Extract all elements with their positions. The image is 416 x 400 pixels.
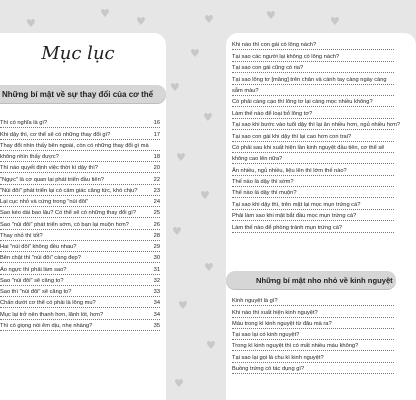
toc-entry[interactable] [232,107,394,118]
toc-entry[interactable] [0,218,160,229]
heart-icon: ♥ [206,339,216,352]
heart-icon: ♥ [200,189,210,202]
toc-entry[interactable] [0,263,160,274]
toc-entry[interactable] [0,320,160,331]
toc-entry-title: Tại sao các người lại không có lông nách? [232,53,340,60]
toc-entry[interactable] [0,308,160,319]
toc-list [232,295,394,374]
toc-entry-title: Làm thế nào để phòng tránh mụn trứng cá? [232,224,343,231]
toc-entry-page: 17 [153,131,160,138]
heart-icon: ♥ [204,261,214,274]
toc-entry-page: 34 [153,311,160,318]
heart-icon: ♥ [204,13,214,26]
toc-entry-title: Khi dậy thì, cơ thể sẽ có những thay đổi gì? [0,131,111,138]
toc-entry[interactable] [232,187,394,198]
toc-entry-page: 18 [153,154,160,160]
heart-icon: ♥ [190,47,200,60]
heart-icon: ♥ [172,225,182,238]
toc-entry[interactable] [232,306,394,317]
toc-entry-title: Thì có nghĩa là gì? [0,120,48,127]
toc-entry[interactable] [0,128,160,139]
toc-entry-title: Có phải càng cạo thì lông tơ lại càng mọc nhiều không? [232,99,373,106]
toc-entry-title: Làm thế nào để loại bỏ lông tơ? [232,110,313,117]
toc-entry-title: Lại cục nhỏ và cứng trong "núi đôi" [0,199,89,205]
toc-entry-title: Mục lại trở nên thanh hơn, lãnh lót, hơn? [0,311,104,318]
toc-entry-page: 30 [153,255,160,262]
toc-entry-title: Phải làm sao khi mặt bắt đầu mọc mụn trứng cá? [232,213,357,220]
toc-entry-title: không nhìn thấy được? [0,154,59,160]
section-banner: Những bí mật nho nhỏ về kinh nguyệt [226,271,396,289]
toc-entry-title: Thay đổi nhìn thấy bên ngoài, còn có những thay đổi gì mà [0,142,149,149]
heart-icon: ♥ [100,7,110,20]
toc-entry-title: Có phải sau khi xuất hiện lần kinh nguyệt đầu tiên, cơ thể sẽ [232,144,385,151]
toc-entry-title: Khi nào thì xuất hiện kinh nguyệt? [232,309,318,316]
toc-entry-title: Thì nào quyết định việc thời kì dậy thì? [0,165,98,172]
toc-entry[interactable] [232,73,394,84]
toc-entry-title: Sao "núi đôi" phát triển sớm, có bạn lại muộn hơn? [0,221,129,228]
toc-entry-title: Kinh nguyệt là gì? [232,298,278,305]
toc-entry-title: Áo ngực thì phải làm sao? [0,266,67,273]
toc-entry-title: Thì có giọng nói êm dịu, nhẹ nhàng? [0,322,93,329]
heart-icon: ♥ [266,9,276,22]
toc-entry[interactable] [232,340,394,351]
toc-entry[interactable] [232,142,394,153]
toc-entry[interactable] [0,185,160,196]
toc-entry-title: Thế nào là dậy thì sớm? [232,179,294,186]
toc-entry-page: 35 [153,322,160,329]
toc-entry-page: 25 [153,210,160,217]
toc-entry[interactable] [232,221,394,232]
toc-entry[interactable] [232,210,394,221]
toc-entry-title: Sao "núi đôi" sẽ căng to? [0,277,64,284]
toc-entry-page: 33 [153,289,160,295]
toc-entry-page: 20 [153,165,160,172]
toc-entry-page: 22 [153,176,160,183]
toc-entry[interactable] [0,252,160,263]
toc-entry[interactable] [232,351,394,362]
toc-entry[interactable] [0,241,160,252]
toc-entry-title: Thế nào là dậy thì muộn? [232,190,297,197]
toc-entry[interactable] [232,119,401,130]
toc-entry[interactable] [0,140,160,151]
toc-entry-title: Máu trong kì kinh nguyệt từ đâu mà ra? [232,320,332,327]
toc-entry-page: 31 [153,266,160,273]
toc-entry-title: Tại sao khi dậy thì, trên mặt lại mọc mụn trứng cá? [232,201,361,208]
toc-entry-title: Tại sao con gái khi dậy thì lại cao hơn con trai? [232,133,352,140]
toc-entry[interactable] [232,176,394,187]
toc-entry-page: 34 [153,300,160,307]
toc-entry[interactable] [0,162,160,173]
toc-entry[interactable] [0,275,160,286]
toc-entry-title: Bên chật thì "núi đôi" càng đẹp? [0,255,81,262]
toc-list [232,39,401,233]
page-title: Mục lục [41,43,115,64]
toc-entry-title: Sao thì "núi đôi" sẽ căng to? [0,289,72,295]
toc-entry[interactable] [0,196,160,207]
toc-entry[interactable] [0,151,160,162]
heart-icon: ♥ [176,151,186,164]
toc-entry-title: Chấn dưới cơ thể có phải là lông mu? [0,300,96,307]
toc-entry[interactable] [232,318,394,329]
toc-entry[interactable] [0,230,160,241]
toc-entry-page: 28 [153,232,160,239]
toc-entry-page: 32 [153,277,160,284]
toc-entry[interactable] [232,96,394,107]
toc-entry-title: Tại sao lại gọi là chu kì kinh nguyệt? [232,354,324,361]
toc-entry[interactable] [232,85,394,96]
toc-entry[interactable] [232,164,394,175]
left-page [0,33,166,400]
toc-entry-page: 24 [153,199,160,205]
toc-entry-page: 26 [153,221,160,228]
heart-icon: ♥ [178,299,188,312]
toc-entry-title: Sao kéo dài bao lâu? Có thể sẽ có những thay đổi gì? [0,210,136,217]
toc-entry-title: Tại sao con gái cũng có ria? [232,65,304,72]
toc-entry-title: sẫm màu? [232,87,259,94]
toc-entry-title: Tại sao lại có kinh nguyệt? [232,332,300,339]
toc-entry[interactable] [232,198,394,209]
toc-entry-page: 16 [153,120,160,127]
heart-icon: ♥ [26,17,36,30]
toc-entry[interactable] [232,363,394,374]
right-page [226,33,416,400]
heart-icon: ♥ [203,111,213,124]
toc-entry-title: "Núi đôi" phát triển lại có cảm giác căng tức, khó chịu? [0,187,138,194]
toc-entry[interactable] [0,207,160,218]
heart-icon: ♥ [330,15,340,28]
heart-icon: ♥ [170,81,180,94]
toc-entry-page: 29 [153,244,160,250]
toc-entry[interactable] [232,62,394,73]
toc-entry-title: Tại sao khi bước vào tuổi dậy thì lại ăn nhiều hơn, ngủ nhiều hơn? [232,122,401,129]
toc-entry[interactable] [0,117,160,128]
toc-entry-title: Ăn nhiều, ngủ nhiều, liệu lên thì lớm thế nào? [232,167,347,174]
toc-entry[interactable] [232,153,394,164]
toc-entry[interactable] [0,297,160,308]
toc-entry[interactable] [232,329,394,340]
toc-entry-title: không cao lên nữa? [232,156,283,163]
toc-entry[interactable] [0,286,160,297]
toc-entry[interactable] [232,50,394,61]
toc-entry[interactable] [232,39,394,50]
toc-entry-title: Hai "núi đôi" không đều nhau? [0,244,77,250]
toc-entry-title: "Ngực" là cơ quan lại phát triển đầu tiên? [0,176,104,183]
toc-entry-page: 23 [153,187,160,194]
toc-entry[interactable] [232,130,394,141]
toc-entry[interactable] [232,295,394,306]
heart-icon: ♥ [174,377,184,390]
section-banner: Những bí mật về sự thay đổi của cơ thể [0,85,166,103]
toc-list [0,117,160,331]
toc-entry-title: Trong kì kinh nguyệt thì có mất nhiều máu không? [232,343,359,350]
toc-entry-title: Tại sao lông tơ [măng] trên chân và cánh tay càng ngày càng [232,76,387,83]
heart-icon: ♥ [136,15,146,28]
toc-entry[interactable] [0,173,160,184]
toc-entry-title: Thay nhỏ thì tốt? [0,232,43,239]
toc-entry-title: Khi nào thì con gái có lông nách? [232,42,317,49]
toc-entry-title: Buồng trứng có tác dụng gì? [232,366,305,373]
